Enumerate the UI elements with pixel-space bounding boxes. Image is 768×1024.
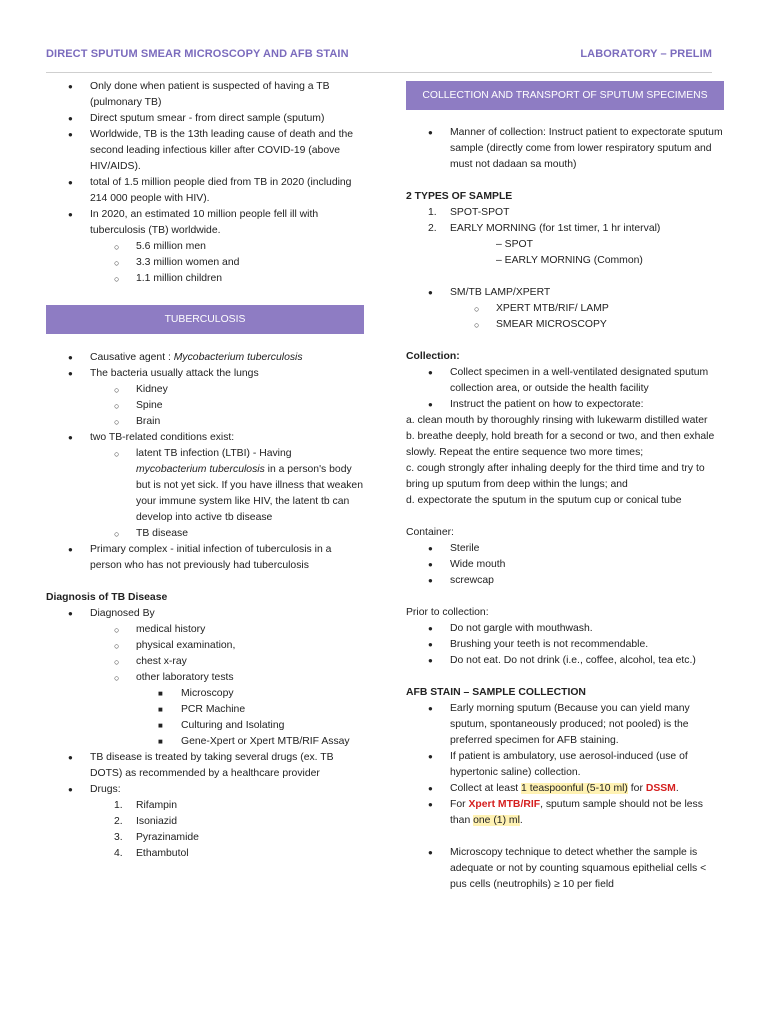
highlight-volume: 1 teaspoonful (5-10 ml) <box>521 783 628 794</box>
expectorate-step: a. clean mouth by thoroughly rinsing with lukewarm distilled water <box>406 415 708 426</box>
list-item: ● Worldwide, TB is the 13th leading cause of death and the second leading infectious killer after COVID-19 (above HIV/AIDS). <box>46 127 364 175</box>
list-item: ● Brushing your teeth is not recommendable. <box>406 637 724 653</box>
list-item <box>46 814 364 830</box>
tuberculosis-list <box>46 350 364 574</box>
list-item: ● Early morning sputum (Because you can yield many sputum, spontaneously produced; not pooled) is the preferred specimen for AFB staining. <box>406 701 724 749</box>
list-item: ● Do not gargle with mouthwash. <box>406 621 724 637</box>
microscopy-list <box>406 845 724 893</box>
list-item: ○ Spine <box>46 398 364 414</box>
list-item: ○ medical history <box>46 622 364 638</box>
highlight-xpert: Xpert MTB/RIF <box>468 799 541 810</box>
drug-name: Rifampin <box>136 800 177 811</box>
list-item: ● SM/TB LAMP/XPERT <box>406 285 724 301</box>
list-item: ● Manner of collection: Instruct patient to expectorate sputum sample (directly come from lower respiratory sputum and must not dadaan sa mouth) <box>406 125 724 173</box>
prior-list <box>406 621 724 669</box>
container-label: Container: <box>406 527 454 538</box>
list-item: ○ Brain <box>46 414 364 430</box>
afb-text: , sputum sample should not be less than <box>450 799 703 826</box>
list-number: 2. <box>114 816 123 827</box>
list-number: 1. <box>114 800 123 811</box>
list-number: 2. <box>428 223 437 234</box>
tuberculosis-section-bar: TUBERCULOSIS <box>46 305 364 334</box>
causative-organism: Mycobacterium tuberculosis <box>173 352 303 363</box>
list-item: ○ 1.1 million children <box>46 271 364 287</box>
sample-type: EARLY MORNING (for 1st timer, 1 hr interval) <box>450 223 661 234</box>
list-item: ● Drugs: <box>46 782 364 798</box>
page-header-section: LABORATORY – PRELIM <box>580 48 712 60</box>
list-item: ○ chest x-ray <box>46 654 364 670</box>
expectorate-step: b. breathe deeply, hold breath for a second or two, and then exhale slowly. Repeat the entire sequence two more times; <box>406 431 715 458</box>
list-item: ○ other laboratory tests <box>46 670 364 686</box>
collection-list <box>406 365 724 413</box>
afb-text: for <box>627 783 646 794</box>
list-item <box>46 798 364 814</box>
expectorate-step: d. expectorate the sputum in the sputum cup or conical tube <box>406 495 682 506</box>
afb-text: Collect at least <box>450 783 522 794</box>
list-item: ■ Microscopy <box>46 686 364 702</box>
list-item: ● Diagnosed By <box>46 606 364 622</box>
list-item: – EARLY MORNING (Common) <box>496 255 643 266</box>
container-list <box>406 541 724 589</box>
list-item: ● Microscopy technique to detect whether the sample is adequate or not by counting squamous epithelial cells < pus cells (neutrophils) ≥ 10 per field <box>406 845 724 893</box>
drug-name: Ethambutol <box>136 848 189 859</box>
afb-text: . <box>519 815 523 826</box>
left-column <box>46 79 364 862</box>
right-column <box>406 81 724 893</box>
list-item <box>406 781 724 797</box>
list-item: ● Primary complex - initial infection of tuberculosis in a person who has not previously had tuberculosis <box>46 542 364 574</box>
list-number: 3. <box>114 832 123 843</box>
list-item: ● total of 1.5 million people died from TB in 2020 (including 214 000 people with HIV). <box>46 175 364 207</box>
list-item: ○ Kidney <box>46 382 364 398</box>
list-item: ● If patient is ambulatory, use aerosol-induced (use of hypertonic saline) collection. <box>406 749 724 781</box>
afb-heading: AFB STAIN – SAMPLE COLLECTION <box>406 687 586 698</box>
list-item: ○ SMEAR MICROSCOPY <box>406 317 724 333</box>
list-item: ● Sterile <box>406 541 724 557</box>
list-item: ● The bacteria usually attack the lungs <box>46 366 364 382</box>
list-item: ● TB disease is treated by taking several drugs (ex. TB DOTS) as recommended by a healthcare provider <box>46 750 364 782</box>
list-item: ● Do not eat. Do not drink (i.e., coffee, alcohol, tea etc.) <box>406 653 724 669</box>
manner-list <box>406 125 724 173</box>
list-item <box>406 221 724 237</box>
list-item <box>46 830 364 846</box>
expectorate-step: c. cough strongly after inhaling deeply for the third time and try to bring up sputum from deep within the lungs; and <box>406 463 705 490</box>
ltbi-text-rest: in a person's body but is not yet sick. If you have illness that weaken your immune system like HIV, the latent tb can develop into active tb disease <box>136 464 363 523</box>
header-divider <box>46 72 712 73</box>
list-item: ● Collect specimen in a well-ventilated designated sputum collection area, or outside the health facility <box>406 365 724 397</box>
list-item <box>46 846 364 862</box>
collection-heading: Collection: <box>406 351 460 362</box>
list-item: ● two TB-related conditions exist: <box>46 430 364 446</box>
list-item <box>406 205 724 221</box>
method-list <box>406 285 724 333</box>
ltbi-organism: mycobacterium tuberculosis <box>136 464 265 475</box>
list-item: ○ 3.3 million women and <box>46 255 364 271</box>
list-item: ● In 2020, an estimated 10 million people fell ill with tuberculosis (TB) worldwide. <box>46 207 364 239</box>
list-item: ● Only done when patient is suspected of having a TB (pulmonary TB) <box>46 79 364 111</box>
diagnosis-heading: Diagnosis of TB Disease <box>46 592 168 603</box>
sample-type: SPOT-SPOT <box>450 207 510 218</box>
ltbi-text: latent TB infection (LTBI) - Having <box>136 448 292 459</box>
list-item: ○ XPERT MTB/RIF/ LAMP <box>406 301 724 317</box>
highlight-dssm: DSSM <box>645 783 676 794</box>
page-header-title: DIRECT SPUTUM SMEAR MICROSCOPY AND AFB STAIN <box>46 48 349 60</box>
afb-list <box>406 701 724 829</box>
list-item: ■ Culturing and Isolating <box>46 718 364 734</box>
prior-label: Prior to collection: <box>406 607 489 618</box>
afb-text: For <box>450 799 469 810</box>
list-item: ● Wide mouth <box>406 557 724 573</box>
drug-name: Isoniazid <box>136 816 178 827</box>
collection-section-bar: COLLECTION AND TRANSPORT OF SPUTUM SPECIMENS <box>406 81 724 110</box>
list-item <box>406 797 724 829</box>
afb-text: . <box>675 783 679 794</box>
list-number: 1. <box>428 207 437 218</box>
drug-name: Pyrazinamide <box>136 832 199 843</box>
diagnosis-list <box>46 606 364 862</box>
list-item <box>46 446 364 526</box>
intro-list <box>46 79 364 287</box>
list-item: – SPOT <box>496 239 533 250</box>
list-number: 4. <box>114 848 123 859</box>
list-item: ● Direct sputum smear - from direct sample (sputum) <box>46 111 364 127</box>
sample-types-heading: 2 TYPES OF SAMPLE <box>406 191 513 202</box>
list-item: ● screwcap <box>406 573 724 589</box>
list-item: ■ PCR Machine <box>46 702 364 718</box>
list-item: ○ 5.6 million men <box>46 239 364 255</box>
list-item <box>46 350 364 366</box>
highlight-one-ml: one (1) ml <box>473 815 520 826</box>
list-item: ● Instruct the patient on how to expectorate: <box>406 397 724 413</box>
list-item: ○ physical examination, <box>46 638 364 654</box>
list-item: ■ Gene-Xpert or Xpert MTB/RIF Assay <box>46 734 364 750</box>
sample-types-list <box>406 205 724 269</box>
causative-label: Causative agent : <box>90 352 174 363</box>
list-item: ○ TB disease <box>46 526 364 542</box>
